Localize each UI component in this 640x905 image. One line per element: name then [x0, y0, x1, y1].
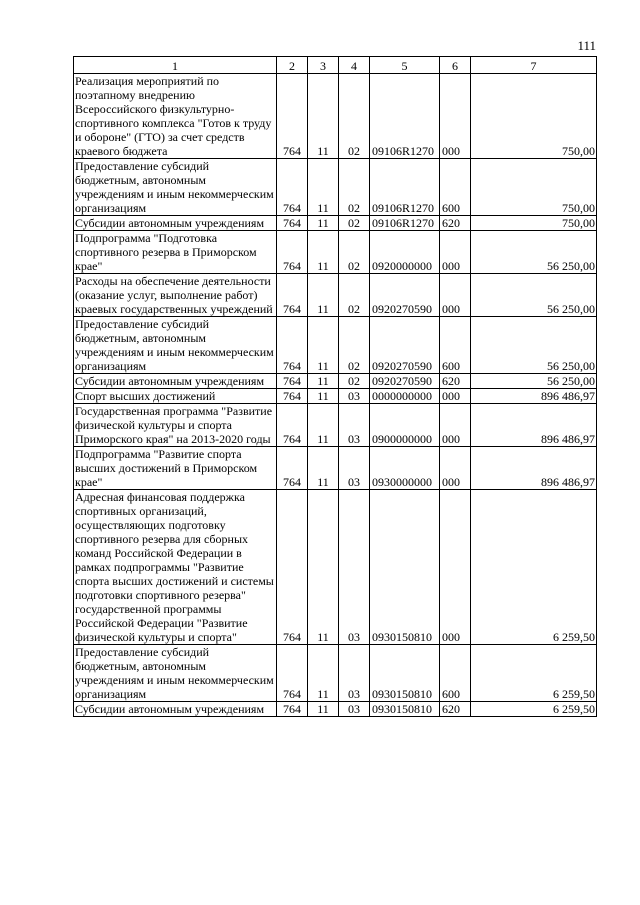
subsection-code: 03: [339, 404, 370, 447]
expense-type-code: 620: [440, 702, 471, 717]
expense-type-code: 000: [440, 231, 471, 274]
section-code: 11: [308, 374, 339, 389]
subsection-code: 03: [339, 490, 370, 645]
table-row: [74, 447, 597, 490]
admin-code: 764: [277, 645, 308, 702]
amount: 896 486,97: [471, 404, 597, 447]
budget-table: [73, 56, 597, 717]
expense-type-code: 000: [440, 490, 471, 645]
table-row: [74, 274, 597, 317]
amount: 6 259,50: [471, 702, 597, 717]
target-article-code: 0900000000: [370, 404, 440, 447]
col-header-2: 2: [277, 57, 308, 74]
admin-code: 764: [277, 447, 308, 490]
subsection-code: 03: [339, 702, 370, 717]
amount: 56 250,00: [471, 317, 597, 374]
header-row: [74, 57, 597, 74]
admin-code: 764: [277, 231, 308, 274]
section-code: 11: [308, 404, 339, 447]
admin-code: 764: [277, 404, 308, 447]
table-row: [74, 490, 597, 645]
table-row: [74, 317, 597, 374]
admin-code: 764: [277, 389, 308, 404]
amount: 896 486,97: [471, 447, 597, 490]
col-header-1: 1: [74, 57, 277, 74]
item-name: Подпрограмма "Развитие спорта высших достижений в Приморском крае": [74, 447, 277, 490]
section-code: 11: [308, 317, 339, 374]
amount: 750,00: [471, 74, 597, 159]
item-name: Подпрограмма "Подготовка спортивного резерва в Приморском крае": [74, 231, 277, 274]
amount: 56 250,00: [471, 274, 597, 317]
target-article-code: 09106R1270: [370, 216, 440, 231]
subsection-code: 03: [339, 447, 370, 490]
expense-type-code: 600: [440, 159, 471, 216]
subsection-code: 02: [339, 317, 370, 374]
admin-code: 764: [277, 490, 308, 645]
expense-type-code: 600: [440, 645, 471, 702]
subsection-code: 02: [339, 159, 370, 216]
amount: 56 250,00: [471, 374, 597, 389]
item-name: Субсидии автономным учреждениям: [74, 702, 277, 717]
section-code: 11: [308, 216, 339, 231]
expense-type-code: 000: [440, 404, 471, 447]
item-name: Предоставление субсидий бюджетным, автономным учреждениям и иным некоммерческим организациям: [74, 159, 277, 216]
col-header-6: 6: [440, 57, 471, 74]
target-article-code: 0920270590: [370, 317, 440, 374]
subsection-code: 02: [339, 216, 370, 231]
item-name: Субсидии автономным учреждениям: [74, 374, 277, 389]
target-article-code: 0920270590: [370, 274, 440, 317]
table-row: [74, 404, 597, 447]
admin-code: 764: [277, 374, 308, 389]
section-code: 11: [308, 447, 339, 490]
table-row: [74, 389, 597, 404]
section-code: 11: [308, 231, 339, 274]
target-article-code: 0920270590: [370, 374, 440, 389]
col-header-4: 4: [339, 57, 370, 74]
table-row: [74, 74, 597, 159]
col-header-3: 3: [308, 57, 339, 74]
admin-code: 764: [277, 216, 308, 231]
subsection-code: 03: [339, 389, 370, 404]
target-article-code: 0930150810: [370, 645, 440, 702]
expense-type-code: 600: [440, 317, 471, 374]
section-code: 11: [308, 159, 339, 216]
admin-code: 764: [277, 74, 308, 159]
target-article-code: 09106R1270: [370, 159, 440, 216]
expense-type-code: 000: [440, 274, 471, 317]
expense-type-code: 000: [440, 447, 471, 490]
target-article-code: 0930000000: [370, 447, 440, 490]
target-article-code: 0930150810: [370, 490, 440, 645]
amount: 6 259,50: [471, 645, 597, 702]
col-header-5: 5: [370, 57, 440, 74]
subsection-code: 03: [339, 645, 370, 702]
subsection-code: 02: [339, 74, 370, 159]
expense-type-code: 620: [440, 216, 471, 231]
amount: 750,00: [471, 159, 597, 216]
item-name: Предоставление субсидий бюджетным, автономным учреждениям и иным некоммерческим организациям: [74, 645, 277, 702]
target-article-code: 0000000000: [370, 389, 440, 404]
admin-code: 764: [277, 274, 308, 317]
amount: 750,00: [471, 216, 597, 231]
item-name: Расходы на обеспечение деятельности (оказание услуг, выполнение работ) краевых государственных учреждений: [74, 274, 277, 317]
amount: 6 259,50: [471, 490, 597, 645]
item-name: Субсидии автономным учреждениям: [74, 216, 277, 231]
section-code: 11: [308, 702, 339, 717]
table-row: [74, 702, 597, 717]
table-row: [74, 216, 597, 231]
expense-type-code: 000: [440, 74, 471, 159]
amount: 56 250,00: [471, 231, 597, 274]
table-row: [74, 374, 597, 389]
item-name: Спорт высших достижений: [74, 389, 277, 404]
amount: 896 486,97: [471, 389, 597, 404]
table-row: [74, 231, 597, 274]
subsection-code: 02: [339, 374, 370, 389]
section-code: 11: [308, 490, 339, 645]
section-code: 11: [308, 389, 339, 404]
item-name: Предоставление субсидий бюджетным, автономным учреждениям и иным некоммерческим организациям: [74, 317, 277, 374]
admin-code: 764: [277, 159, 308, 216]
item-name: Реализация мероприятий по поэтапному внедрению Всероссийского физкультурно-спортивного комплекса "Готов к труду и обороне" (ГТО) за счет средств краевого бюджета: [74, 74, 277, 159]
page-number: 111: [577, 38, 596, 53]
target-article-code: 0930150810: [370, 702, 440, 717]
expense-type-code: 000: [440, 389, 471, 404]
item-name: Государственная программа "Развитие физической культуры и спорта Приморского края" на 2013-2020 годы: [74, 404, 277, 447]
admin-code: 764: [277, 317, 308, 374]
section-code: 11: [308, 645, 339, 702]
admin-code: 764: [277, 702, 308, 717]
item-name: Адресная финансовая поддержка спортивных организаций, осуществляющих подготовку спортивного резерва для сборных команд Российской Федерации в рамках подпрограммы "Развитие спорта высших достижений и системы подготовки спортивного резерва" государственной программы Российской Федерации "Развитие физической культуры и спорта": [74, 490, 277, 645]
section-code: 11: [308, 74, 339, 159]
col-header-7: 7: [471, 57, 597, 74]
target-article-code: 0920000000: [370, 231, 440, 274]
subsection-code: 02: [339, 274, 370, 317]
subsection-code: 02: [339, 231, 370, 274]
expense-type-code: 620: [440, 374, 471, 389]
table-row: [74, 159, 597, 216]
target-article-code: 09106R1270: [370, 74, 440, 159]
table-row: [74, 645, 597, 702]
section-code: 11: [308, 274, 339, 317]
